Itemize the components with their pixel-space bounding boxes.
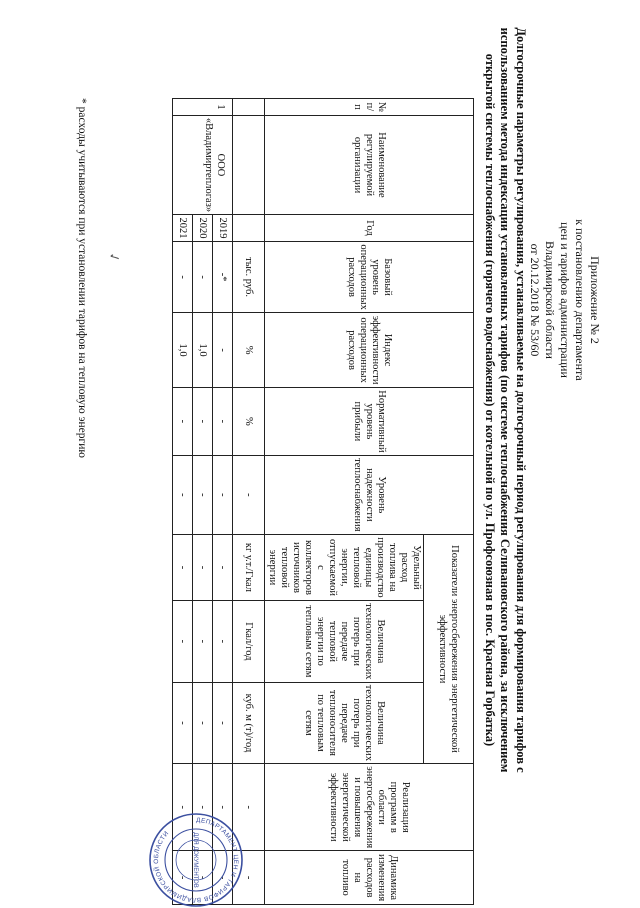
fuel-cell: -	[173, 534, 193, 600]
unit-profit: %	[233, 387, 265, 455]
footnote: * расходы учитываются при установлении тарифов на тепловую энергию	[76, 98, 88, 458]
org-name: ООО «Владимиртеплогаз»	[173, 115, 233, 214]
stamp-outer-text: ДЕПАРТАМЕНТ ЦЕН И ТАРИФОВ ВЛАДИМИРСКОЙ ОБЛАСТИ	[152, 816, 240, 904]
heat-loss-cell: -	[173, 601, 193, 683]
reliability-cell: -	[213, 455, 233, 534]
unit-fuel: кг у.т./Гкал	[233, 534, 265, 600]
unit-dynamics: -	[233, 851, 265, 905]
heading-line: использованием метода индексации установленных тарифов (по системе теплоснабжения Селивановского района, за исключением	[498, 27, 513, 773]
unit-cell	[233, 215, 265, 242]
header-programs: Реализация программ в области энергосбережения и повышения энергетической эффективности	[265, 764, 474, 851]
table-row	[213, 99, 233, 905]
fuel-cell: -	[213, 534, 233, 600]
heading-line: открытой системы теплоснабжения (горячего водоснабжения) от котельной по ул. Профсоюзная в пос. Красная Горбатка)	[483, 53, 497, 747]
units-row	[233, 99, 265, 905]
opex-index-cell: -	[213, 313, 233, 388]
carrier-loss-cell: -	[213, 682, 233, 764]
reliability-cell: -	[173, 455, 193, 534]
unit-heat-loss: Гкал/год	[233, 601, 265, 683]
row-number: 1	[173, 99, 233, 116]
programs-cell: -	[193, 764, 213, 851]
header-num: № п/п	[265, 99, 474, 116]
unit-cell	[233, 99, 265, 116]
programs-cell: -	[213, 764, 233, 851]
appendix-line: цен и тарифов администрации	[558, 222, 572, 378]
programs-cell: -	[173, 764, 193, 851]
header-heat-loss: Величина технологических потерь при передаче тепловой энергии по тепловым сетям	[265, 601, 424, 683]
opex-index-cell: 1,0	[173, 313, 193, 388]
header-fuel: Удельный расход топлива на производство единицы тепловой энергии, отпускаемой с коллекторов источников тепловой энергии	[265, 534, 424, 600]
header-reliability: Уровень надежности теплоснабжения	[265, 455, 474, 534]
heading-line: Долгосрочные параметры регулирования, устанавливаемые на долгосрочный период регулирования для формирования тарифов с	[514, 27, 528, 773]
heat-loss-cell: -	[213, 601, 233, 683]
appendix-date: от 20.12.2018 № 53/60	[528, 243, 542, 357]
header-dynamics: Динамика изменения расходов на топливо	[265, 851, 474, 905]
dynamics-cell: -	[213, 851, 233, 905]
year-cell: 2020	[193, 215, 213, 242]
year-cell: 2021	[173, 215, 193, 242]
parameters-table	[172, 98, 474, 905]
stamp-center-text: ДЛЯ ДОКУМЕНТОВ	[192, 832, 198, 888]
profit-cell: -	[193, 387, 213, 455]
appendix-title: Приложение № 2	[588, 256, 602, 344]
table-row	[193, 99, 213, 905]
opex-index-cell: 1,0	[193, 313, 213, 388]
reliability-cell: -	[193, 455, 213, 534]
appendix-block	[527, 190, 602, 410]
carrier-loss-cell: -	[193, 682, 213, 764]
profit-cell: -	[173, 387, 193, 455]
base-opex-cell: -	[173, 241, 193, 312]
unit-reliability: -	[233, 455, 265, 534]
appendix-line: к постановлению департамента	[573, 219, 587, 381]
carrier-loss-cell: -	[173, 682, 193, 764]
unit-carrier-loss: куб. м (т)/год	[233, 682, 265, 764]
unit-opex-index: %	[233, 313, 265, 388]
header-profit: Нормативный уровень прибыли	[265, 387, 474, 455]
unit-cell	[233, 115, 265, 214]
table-row	[173, 99, 193, 905]
header-carrier-loss: Величина технологических потерь при передаче теплоносителя по тепловым сетям	[265, 682, 424, 764]
header-base-opex: Базовый уровень операционных расходов	[265, 241, 474, 312]
official-stamp	[148, 812, 244, 908]
unit-base-opex: тыс. руб.	[233, 241, 265, 312]
heat-loss-cell: -	[193, 601, 213, 683]
profit-cell: -	[213, 387, 233, 455]
base-opex-cell: -	[193, 241, 213, 312]
dynamics-cell: -	[193, 851, 213, 905]
appendix-line: Владимирской области	[543, 241, 557, 359]
header-opex-index: Индекс эффективности операционных расходов	[265, 313, 474, 388]
base-opex-cell: -*	[213, 241, 233, 312]
header-energy-group: Показатели энергосбережения энергетической эффективности	[424, 534, 474, 763]
header-year: Год	[265, 215, 474, 242]
year-cell: 2019	[213, 215, 233, 242]
dynamics-cell: -	[173, 851, 193, 905]
header-org: Наименование регулируемой организации	[265, 115, 474, 214]
unit-programs: -	[233, 764, 265, 851]
fuel-cell: -	[193, 534, 213, 600]
document-heading	[482, 20, 529, 780]
signature-mark: ✓	[105, 249, 124, 265]
